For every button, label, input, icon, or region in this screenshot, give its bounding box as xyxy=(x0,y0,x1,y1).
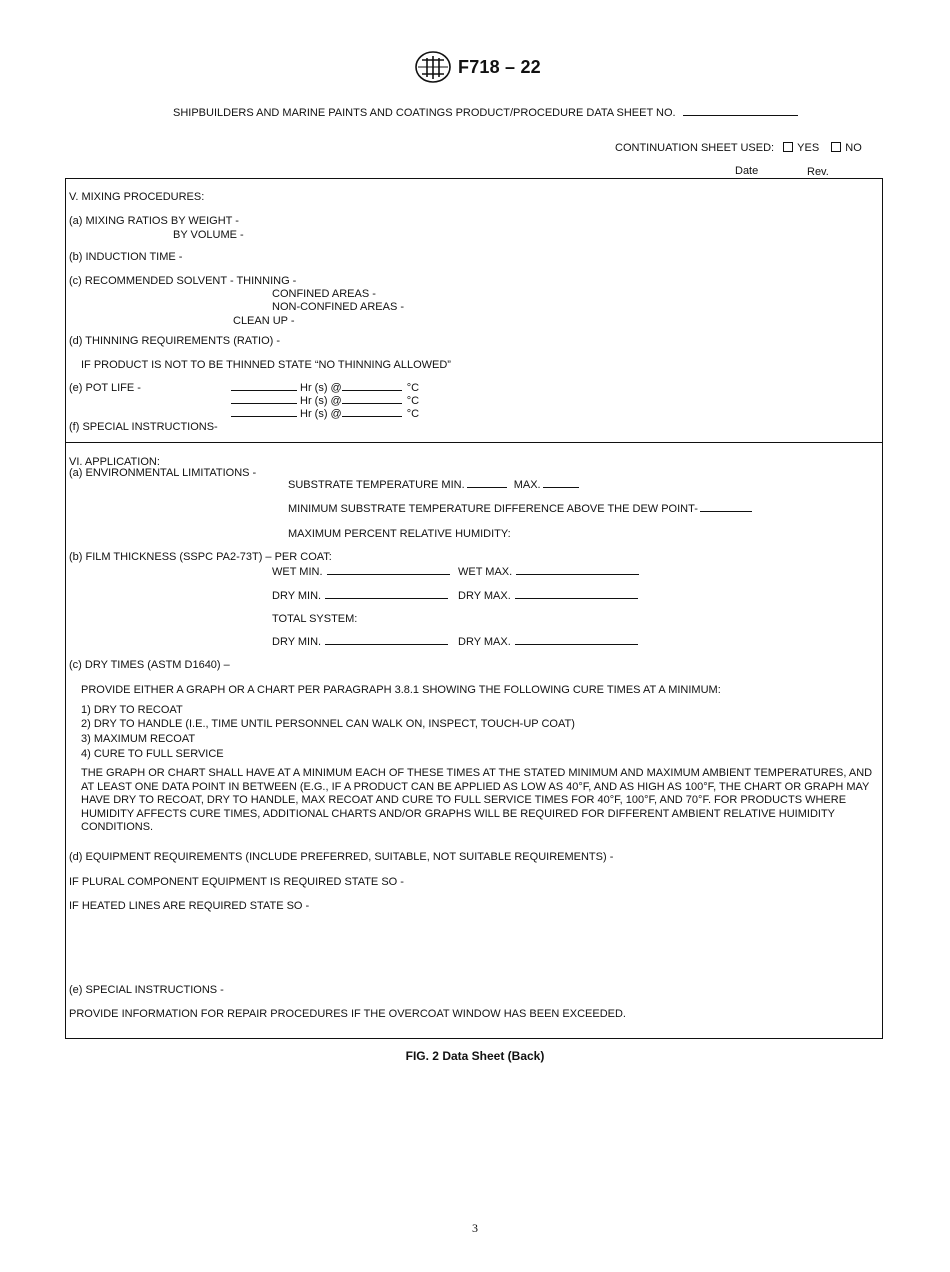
dew-point-row xyxy=(288,503,752,516)
pot-life-hours-field[interactable] xyxy=(231,416,297,417)
pot-life-row: Hr (s) @ °C xyxy=(231,408,419,421)
continuation-row xyxy=(615,142,862,155)
non-confined-areas: NON-CONFINED AREAS - xyxy=(272,301,405,313)
cure-item: 1) DRY TO RECOAT xyxy=(81,704,183,716)
thinning-requirements: (d) THINNING REQUIREMENTS (RATIO) - xyxy=(69,335,281,347)
film-thickness: (b) FILM THICKNESS (SSPC PA2-73T) – PER COAT: xyxy=(69,551,332,563)
wet-max-field[interactable] xyxy=(516,574,639,575)
continuation-label: CONTINUATION SHEET USED: xyxy=(615,142,775,154)
figure-caption: FIG. 2 Data Sheet (Back) xyxy=(405,1049,545,1063)
substrate-temp-row xyxy=(288,479,579,492)
dew-point-label: MINIMUM SUBSTRATE TEMPERATURE DIFFERENCE ABOVE THE DEW POINT- xyxy=(288,503,698,515)
substrate-min-field[interactable] xyxy=(467,487,507,488)
page-number: 3 xyxy=(472,1221,478,1235)
dry-max-field[interactable] xyxy=(515,598,638,599)
pot-life-temp-field[interactable] xyxy=(342,403,402,404)
sheet-number-field[interactable] xyxy=(683,115,798,116)
cure-item: 2) DRY TO HANDLE (I.E., TIME UNTIL PERSONNEL CAN WALK ON, INSPECT, TOUCH-UP COAT) xyxy=(81,718,575,730)
recommended-solvent: (c) RECOMMENDED SOLVENT - THINNING - xyxy=(69,275,297,287)
cure-item: 3) MAXIMUM RECOAT xyxy=(81,733,196,745)
pot-life-row: Hr (s) @ °C xyxy=(231,395,419,408)
mixing-title: V. MIXING PROCEDURES: xyxy=(69,191,205,203)
equipment-requirements: (d) EQUIPMENT REQUIREMENTS (INCLUDE PREFERRED, SUITABLE, NOT SUITABLE REQUIREMENTS) - xyxy=(69,851,614,863)
dry-min-field[interactable] xyxy=(325,598,448,599)
application-special-instructions: (e) SPECIAL INSTRUCTIONS - xyxy=(69,984,224,996)
wet-min-field[interactable] xyxy=(327,574,450,575)
repair-procedures: PROVIDE INFORMATION FOR REPAIR PROCEDURES IF THE OVERCOAT WINDOW HAS BEEN EXCEEDED. xyxy=(69,1008,626,1020)
total-dry-max-field[interactable] xyxy=(515,644,638,645)
pot-life-temp-field[interactable] xyxy=(342,390,402,391)
graph-paragraph: THE GRAPH OR CHART SHALL HAVE AT A MINIMUM EACH OF THESE TIMES AT THE STATED MINIMUM AND MAXIMUM AMBIENT TEMPERATURES, AND AT LEAST ONE DATA POINT IN BETWEEN (E.G., IF A PRODUCT CAN BE APPLIED AS LOW AS 40°F, AND AS HIGH AS 100°F, THE CHART OR GRAPH MAY HAVE DRY TO RECOAT, DRY TO HANDLE, MAX RECOAT AND CURE TO FULL SERVICE TIMES FOR 40°F, 100°F, AND 70°F. FOR PRODUCTS WHERE HUMIDITY AFFECTS CURE TIMES, ADDITIONAL CHARTS AND/OR GRAPHS WILL BE REQUIRED FOR DIFFERENT AMBIENT RELATIVE HUIMIDITY CONDITIONS. xyxy=(81,767,873,833)
wet-min-row: WET MIN. xyxy=(272,566,450,579)
no-label: NO xyxy=(845,142,862,154)
thinning-note: IF PRODUCT IS NOT TO BE THINNED STATE “NO THINNING ALLOWED” xyxy=(81,359,451,371)
confined-areas: CONFINED AREAS - xyxy=(272,288,376,300)
environmental-limitations: (a) ENVIRONMENTAL LIMITATIONS - xyxy=(69,467,257,479)
pot-life-label: (e) POT LIFE - xyxy=(69,382,141,394)
pot-life-hours-field[interactable] xyxy=(231,403,297,404)
clean-up: CLEAN UP - xyxy=(233,315,295,327)
humidity-label: MAXIMUM PERCENT RELATIVE HUMIDITY: xyxy=(288,528,511,540)
yes-checkbox[interactable] xyxy=(783,142,793,152)
dry-times: (c) DRY TIMES (ASTM D1640) – xyxy=(69,659,230,671)
document-title: F718 – 22 xyxy=(458,57,541,77)
substrate-max-label: MAX. xyxy=(513,479,541,491)
pot-life-hours-field[interactable] xyxy=(231,390,297,391)
mixing-special-instructions: (f) SPECIAL INSTRUCTIONS- xyxy=(69,421,218,433)
dry-min-row: DRY MIN. xyxy=(272,590,448,603)
sheet-title-row xyxy=(173,107,798,120)
yes-label: YES xyxy=(797,142,820,154)
dew-point-field[interactable] xyxy=(700,511,752,512)
application-title: VI. APPLICATION: xyxy=(69,456,160,468)
cure-item: 4) CURE TO FULL SERVICE xyxy=(81,748,224,760)
date-label: Date xyxy=(735,165,759,177)
substrate-max-field[interactable] xyxy=(543,487,579,488)
mixing-ratios-weight: (a) MIXING RATIOS BY WEIGHT - xyxy=(69,215,239,227)
total-system-label: TOTAL SYSTEM: xyxy=(272,613,358,625)
wet-max-row: WET MAX. xyxy=(458,566,639,579)
no-checkbox[interactable] xyxy=(831,142,841,152)
plural-component: IF PLURAL COMPONENT EQUIPMENT IS REQUIRED STATE SO - xyxy=(69,876,404,888)
rev-label: Rev. xyxy=(807,166,829,178)
pot-life-row: Hr (s) @ °C xyxy=(231,382,419,395)
sheet-title: SHIPBUILDERS AND MARINE PAINTS AND COATINGS PRODUCT/PROCEDURE DATA SHEET NO. xyxy=(173,107,676,119)
section-divider xyxy=(65,442,883,443)
total-dry-min-field[interactable] xyxy=(325,644,448,645)
heated-lines: IF HEATED LINES ARE REQUIRED STATE SO - xyxy=(69,900,310,912)
total-dry-min-row: DRY MIN. xyxy=(272,636,448,649)
induction-time: (b) INDUCTION TIME - xyxy=(69,251,183,263)
dry-max-row: DRY MAX. xyxy=(458,590,638,603)
total-dry-max-row: DRY MAX. xyxy=(458,636,638,649)
mixing-ratios-volume: BY VOLUME - xyxy=(173,229,244,241)
substrate-min-label: SUBSTRATE TEMPERATURE MIN. xyxy=(288,479,465,491)
pot-life-temp-field[interactable] xyxy=(342,416,402,417)
graph-note: PROVIDE EITHER A GRAPH OR A CHART PER PARAGRAPH 3.8.1 SHOWING THE FOLLOWING CURE TIMES AT A MINIMUM: xyxy=(81,684,721,696)
astm-logo-icon xyxy=(414,50,452,84)
